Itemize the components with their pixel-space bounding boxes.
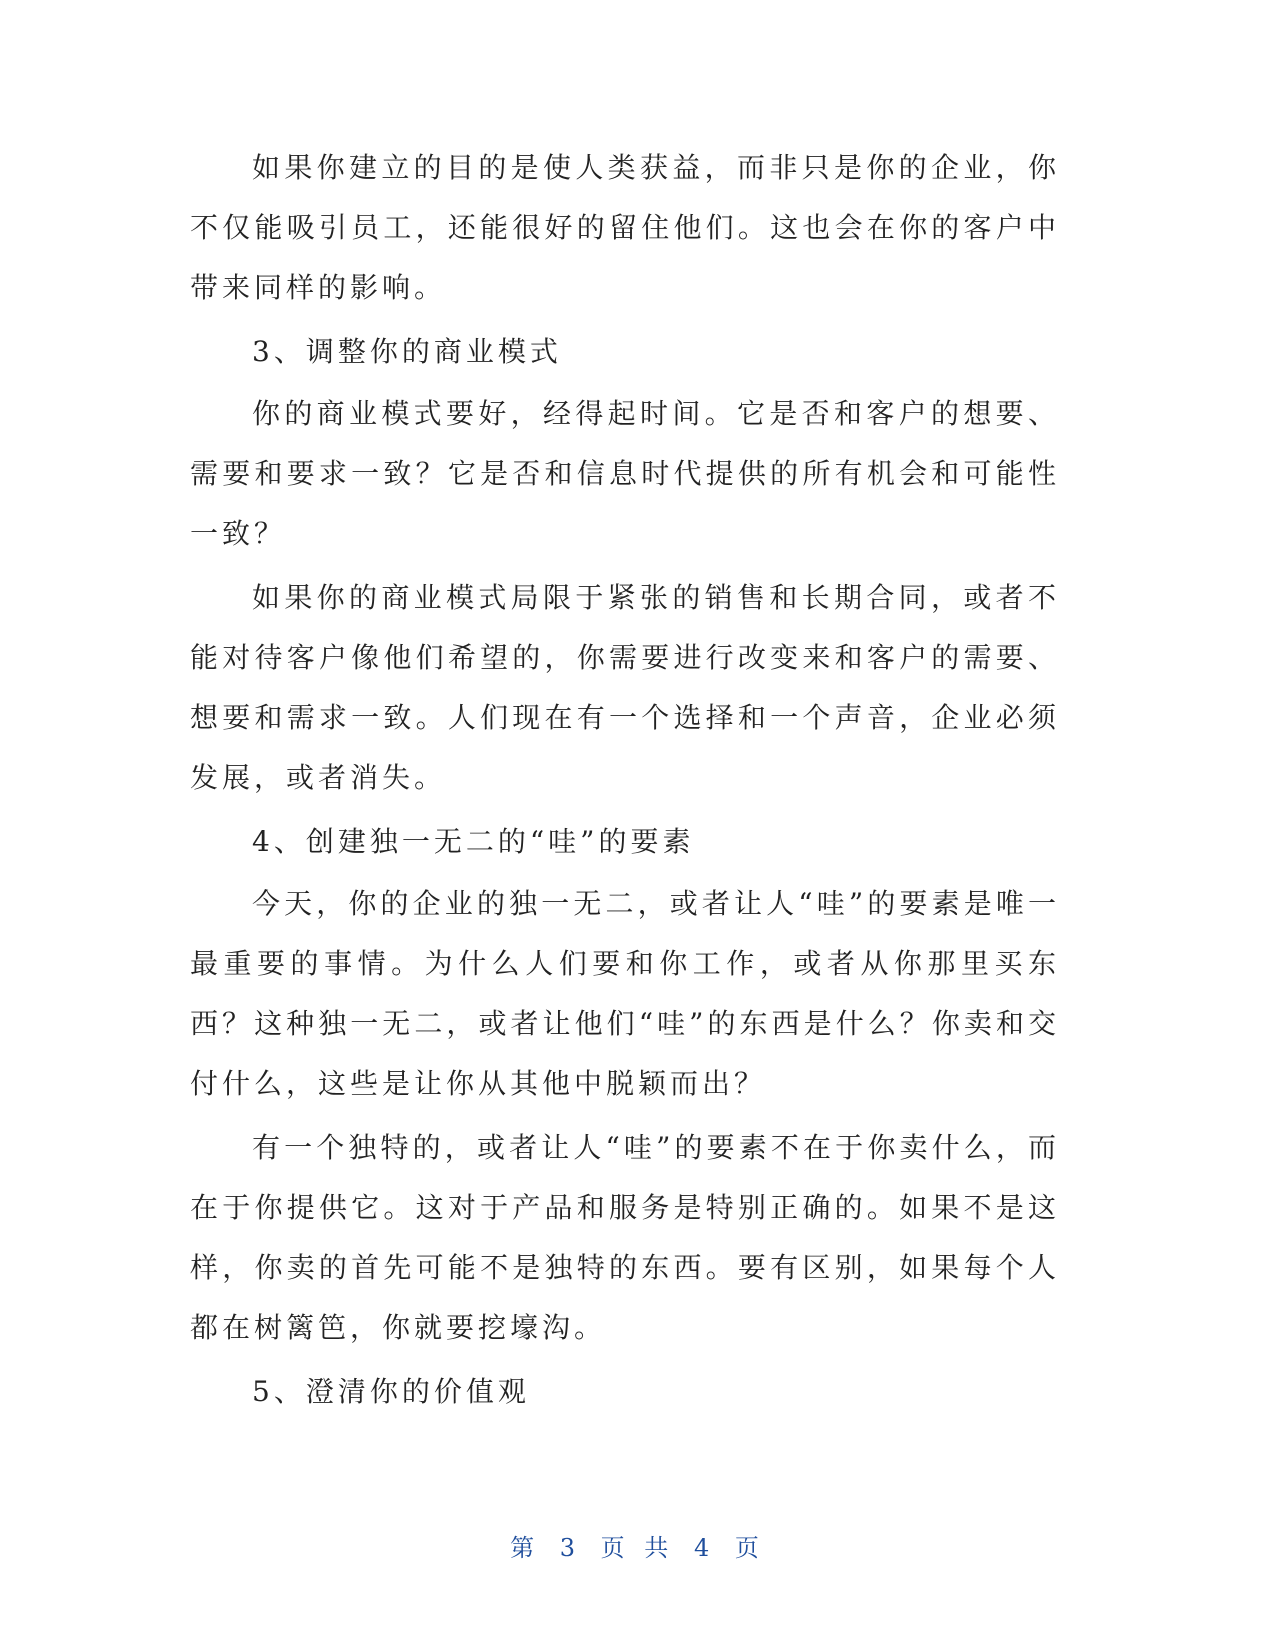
footer-total-pages: 4 — [693, 1534, 716, 1562]
footer-suffix: 页 — [734, 1534, 765, 1562]
paragraph-purpose: 如果你建立的目的是使人类获益，而非只是你的企业，你不仅能吸引员工，还能很好的留住他们。这也会在你的客户中带来同样的影响。 — [190, 151, 1060, 304]
page-footer — [0, 1528, 1275, 1563]
footer-prefix: 第 — [510, 1534, 541, 1562]
section-heading-4: 4、创建独一无二的“哇”的要素 — [252, 825, 695, 858]
document-body — [190, 138, 1060, 1424]
paragraph-how-you-deliver: 有一个独特的，或者让人“哇”的要素不在于你卖什么，而在于你提供它。这对于产品和服务是特别正确的。如果不是这样，你卖的首先可能不是独特的东西。要有区别，如果每个人都在树篱笆，你就要挖壕沟。 — [190, 1131, 1060, 1344]
paragraph-change-model: 如果你的商业模式局限于紧张的销售和长期合同，或者不能对待客户像他们希望的，你需要进行改变来和客户的需要、想要和需求一致。人们现在有一个选择和一个声音，企业必须发展，或者消失。 — [190, 581, 1060, 794]
paragraph-unique-element: 今天，你的企业的独一无二，或者让人“哇”的要素是唯一最重要的事情。为什么人们要和你工作，或者从你那里买东西？这种独一无二，或者让他们“哇”的东西是什么？你卖和交付什么，这些是让你从其他中脱颖而出？ — [190, 887, 1060, 1100]
footer-middle: 页 共 — [600, 1534, 675, 1562]
paragraph-business-model: 你的商业模式要好，经得起时间。它是否和客户的想要、需要和要求一致？它是否和信息时代提供的所有机会和可能性一致？ — [190, 397, 1060, 550]
section-heading-5: 5、澄清你的价值观 — [252, 1375, 530, 1408]
section-heading-3: 3、调整你的商业模式 — [252, 335, 562, 368]
footer-current-page: 3 — [559, 1534, 582, 1562]
